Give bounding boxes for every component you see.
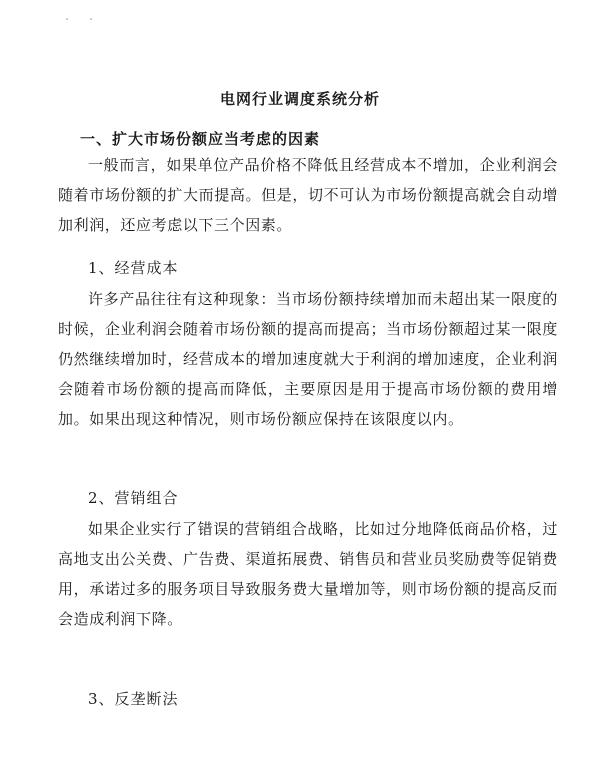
intro-paragraph bbox=[58, 150, 558, 240]
subsection-heading-antitrust-law: 3、反垄断法 bbox=[88, 690, 179, 708]
scan-artifact bbox=[66, 18, 68, 20]
subsection-heading-marketing-mix: 2、营销组合 bbox=[88, 489, 179, 507]
paragraph-text: 许多产品往往有这种现象：当市场份额持续增加而未超出某一限度的时候，企业利润会随着市场份额的提高而提高；当市场份额超过某一限度仍然继续增加时，经营成本的增加速度就大于利润的增加速度，企业利润会随着市场份额的提高而降低，主要原因是用于提高市场份额的费用增加。如果出现这种情况，则市场份额应保持在该限度以内。 bbox=[58, 290, 558, 428]
paragraph-text: 如果企业实行了错误的营销组合战略，比如过分地降低商品价格，过高地支出公关费、广告费、渠道拓展费、销售员和营业员奖励费等促销费用，承诺过多的服务项目导致服务费大量增加等，则市场份额的提高反而会造成利润下降。 bbox=[58, 520, 558, 628]
marketing-mix-paragraph bbox=[58, 514, 558, 634]
scan-artifact bbox=[90, 18, 92, 20]
document-title: 电网行业调度系统分析 bbox=[219, 90, 380, 108]
subsection-heading-operating-cost: 1、经营成本 bbox=[88, 259, 179, 277]
operating-cost-paragraph bbox=[58, 284, 558, 434]
section-heading: 一、扩大市场份额应当考虑的因素 bbox=[80, 130, 321, 148]
paragraph-text: 一般而言，如果单位产品价格不降低且经营成本不增加，企业利润会随着市场份额的扩大而提高。但是，切不可认为市场份额提高就会自动增加利润，还应考虑以下三个因素。 bbox=[58, 156, 558, 234]
